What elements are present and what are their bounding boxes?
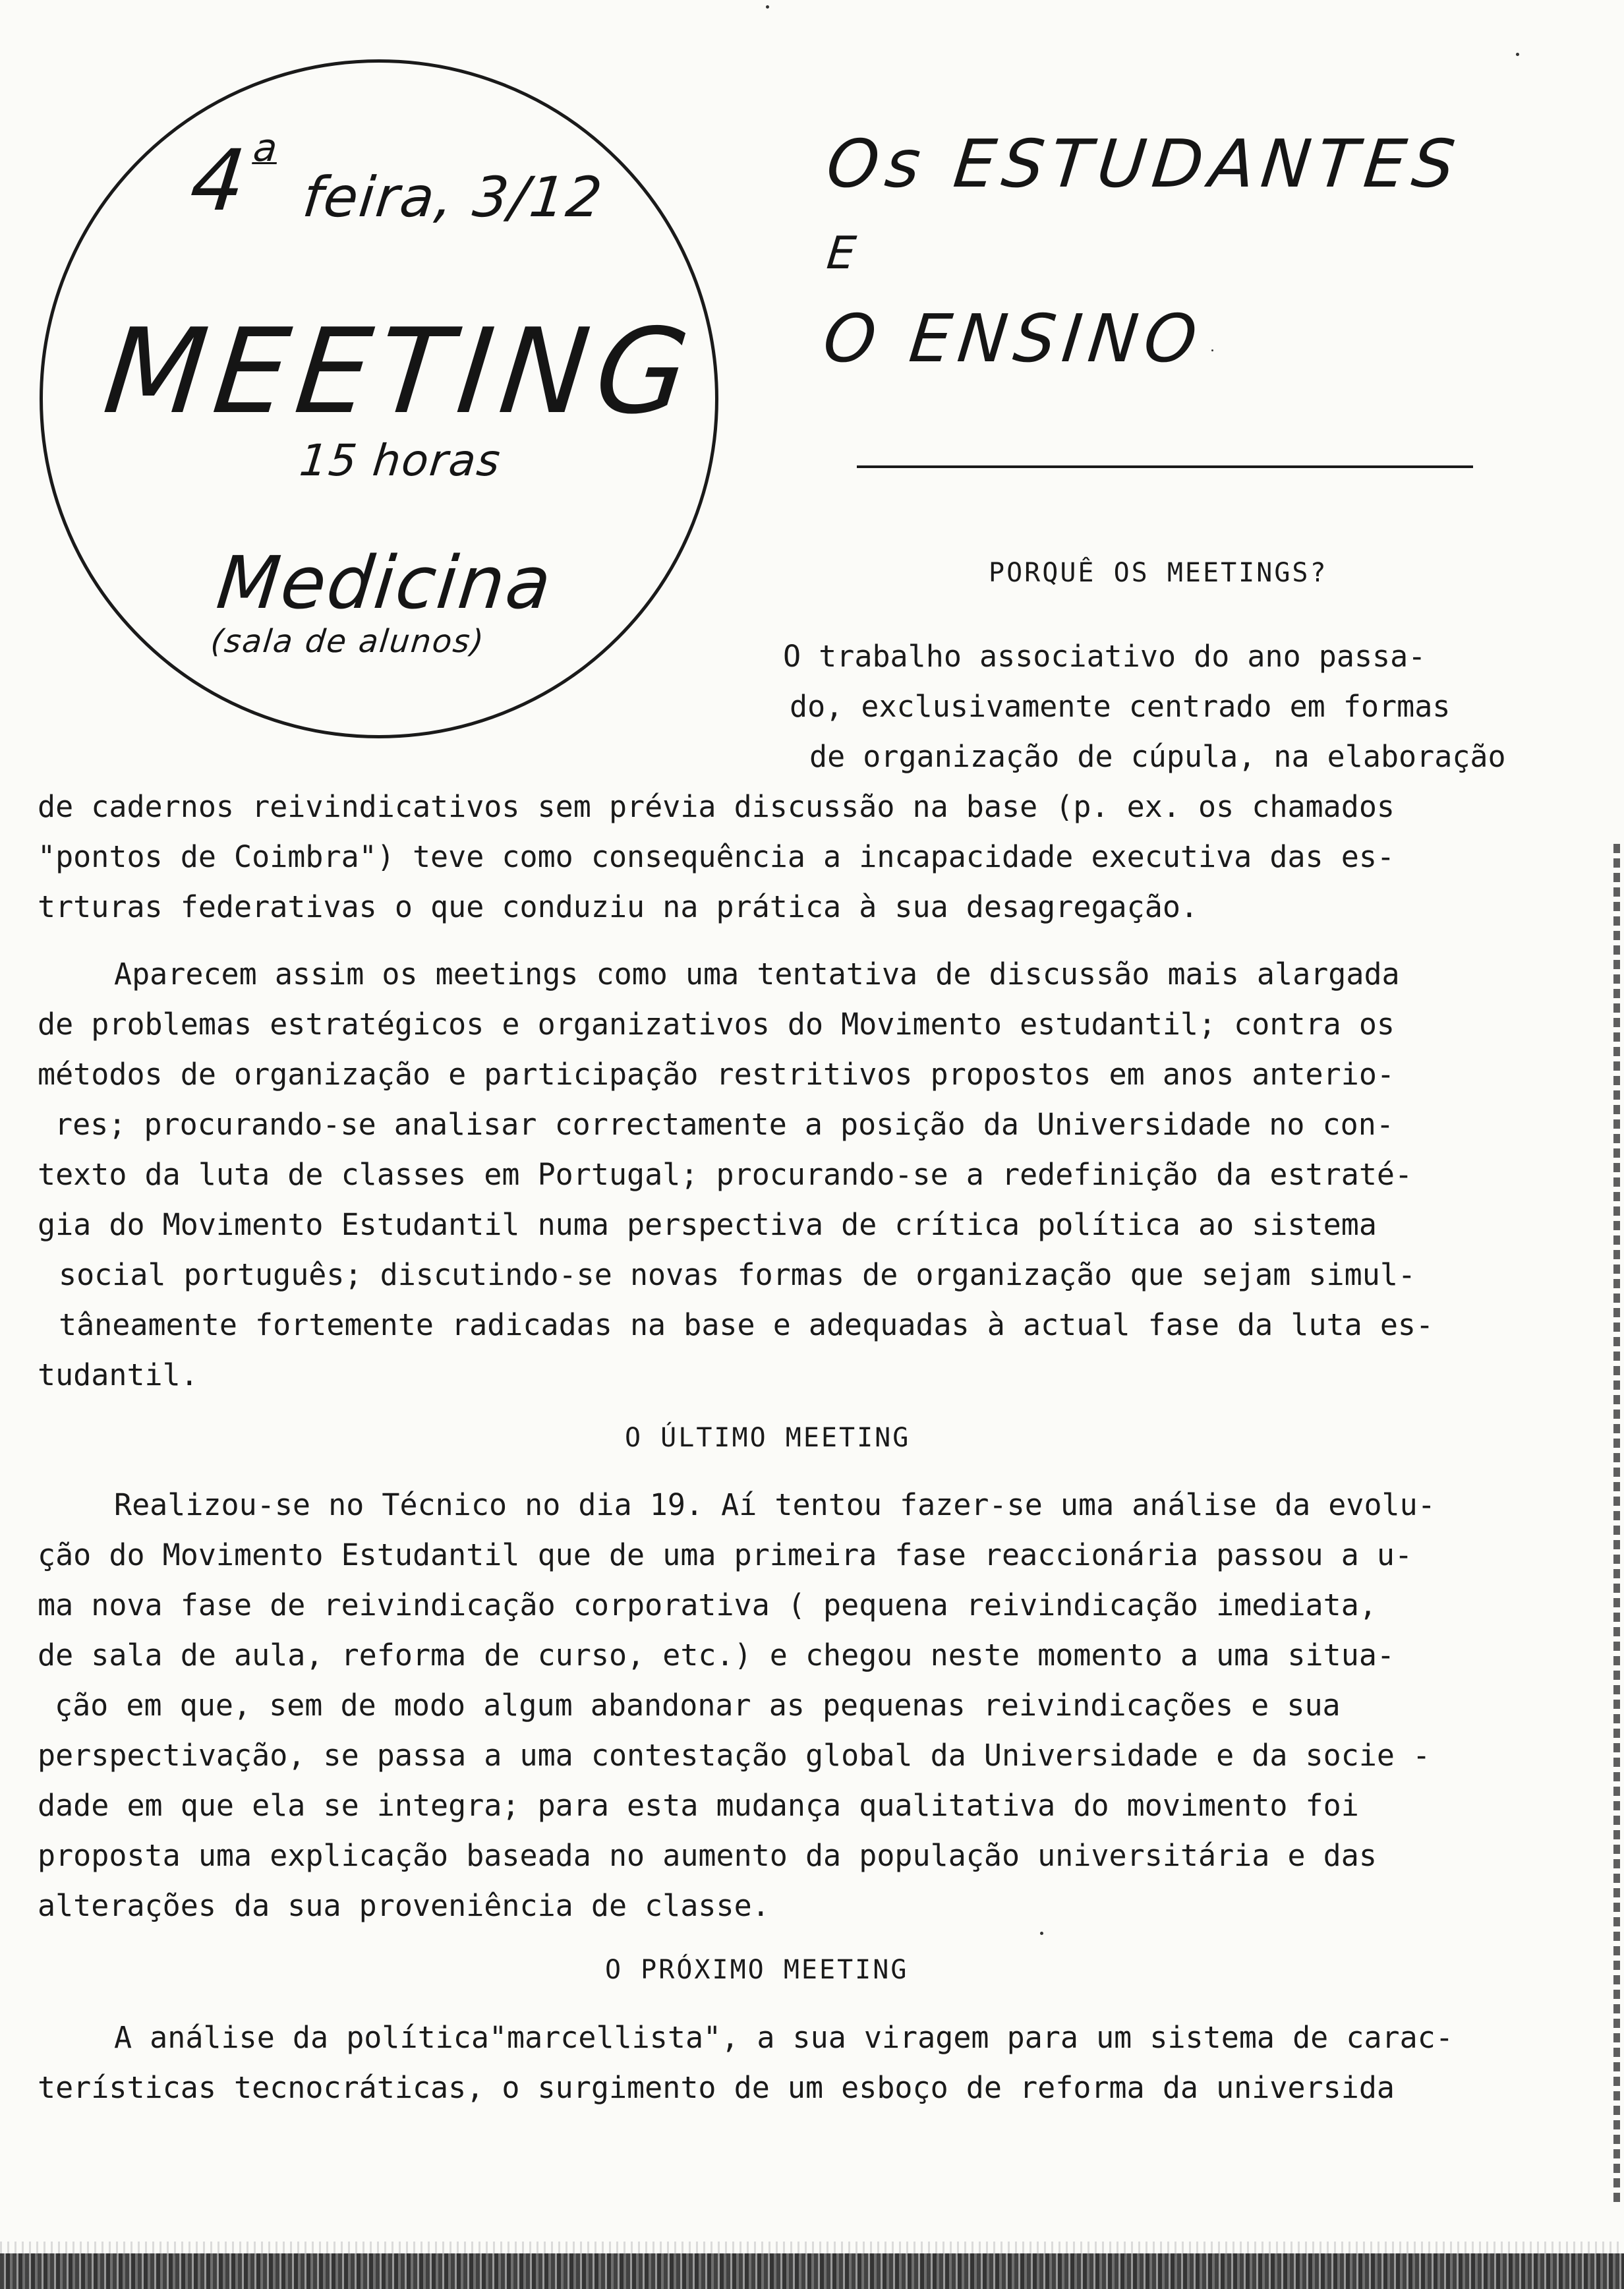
section-heading-next-meeting: O PRÓXIMO MEETING	[605, 1955, 909, 1985]
scan-speck	[1040, 1932, 1043, 1935]
section-heading-last-meeting: O ÚLTIMO MEETING	[625, 1423, 911, 1453]
announcement-room: (sala de alunos)	[209, 623, 487, 660]
paragraph-line: res; procurando-se analisar correctamente a posição da Universidade no con-	[55, 1107, 1394, 1142]
announcement-day-superscript: a	[251, 125, 281, 170]
paragraph-line: de sala de aula, reforma de curso, etc.) e chegou neste momento a uma situa-	[38, 1638, 1395, 1673]
paragraph-line: texto da luta de classes em Portugal; procurando-se a redefinição da estraté-	[38, 1157, 1413, 1192]
scan-speck	[766, 5, 769, 9]
paragraph-line: do, exclusivamente centrado em formas	[790, 689, 1451, 724]
announcement-day	[186, 125, 281, 230]
paragraph-line: perspectivação, se passa a uma contestação global da Universidade e da socie -	[38, 1738, 1431, 1773]
scan-speck	[1211, 349, 1213, 351]
paragraph-block-2	[38, 949, 1434, 1400]
paragraph-line: ção do Movimento Estudantil que de uma primeira fase reaccionária passou a u-	[38, 1537, 1413, 1572]
announcement-day-number: 4	[186, 132, 252, 230]
paragraph-block-4	[38, 2013, 1453, 2113]
paragraph-line: de problemas estratégicos e organizativos do Movimento estudantil; contra os	[38, 1007, 1395, 1042]
announcement-place: Medicina	[213, 541, 556, 625]
paragraph-line: alterações da sua proveniência de classe.	[38, 1888, 770, 1923]
scan-speck	[1516, 53, 1519, 56]
paragraph-line: ma nova fase de reivindicação corporativa ( pequena reivindicação imediata,	[38, 1588, 1377, 1622]
paragraph-line: Realizou-se no Técnico no dia 19. Aí tentou fazer-se uma análise da evolu-	[114, 1487, 1436, 1522]
paragraph-block-1	[38, 782, 1395, 932]
paragraph-line: "pontos de Coimbra") teve como consequência a incapacidade executiva das es-	[38, 839, 1395, 874]
paragraph-line: tâneamente fortemente radicadas na base e adequadas à actual fase da luta es-	[59, 1307, 1434, 1342]
paragraph-block-3	[38, 1480, 1436, 1931]
announcement-time: 15 horas	[297, 435, 504, 486]
paragraph-line: gia do Movimento Estudantil numa perspectiva de crítica política ao sistema	[38, 1207, 1377, 1242]
paragraph-line: de cadernos reivindicativos sem prévia discussão na base (p. ex. os chamados	[38, 789, 1395, 824]
paragraph-line: tudantil.	[38, 1357, 198, 1392]
title-line-3: O ENSINO	[819, 300, 1207, 377]
paragraph-line: trturas federativas o que conduziu na prática à sua desagregação.	[38, 889, 1198, 924]
section-heading-why-meetings: PORQUÊ OS MEETINGS?	[989, 558, 1328, 588]
announcement-date: feira, 3/12	[299, 165, 606, 229]
announcement-event: MEETING	[98, 303, 703, 440]
title-line-2: E	[824, 227, 865, 280]
paragraph-line: métodos de organização e participação restritivos propostos em anos anterio-	[38, 1057, 1395, 1092]
paragraph-line: social português; discutindo-se novas formas de organização que sejam simul-	[59, 1257, 1416, 1292]
paragraph-line: dade em que ela se integra; para esta mudança qualitativa do movimento foi	[38, 1788, 1359, 1823]
scan-edge-right	[1613, 844, 1620, 2202]
paragraph-line: ção em que, sem de modo algum abandonar as pequenas reivindicações e sua	[55, 1688, 1341, 1723]
paragraph-line: Aparecem assim os meetings como uma tentativa de discussão mais alargada	[114, 957, 1400, 992]
scan-edge-bottom	[0, 2253, 1624, 2289]
title-line-1: Os ESTUDANTES	[823, 125, 1465, 202]
paragraph-line: A análise da política"marcellista", a sua viragem para um sistema de carac-	[114, 2020, 1453, 2055]
paragraph-line: terísticas tecnocráticas, o surgimento de um esboço de reforma da universida	[38, 2070, 1395, 2105]
paragraph-line: de organização de cúpula, na elaboração	[809, 739, 1506, 774]
paragraph-line: O trabalho associativo do ano passa-	[783, 639, 1426, 674]
title-underline	[857, 465, 1473, 468]
paragraph-line: proposta uma explicação baseada no aumento da população universitária e das	[38, 1838, 1377, 1873]
